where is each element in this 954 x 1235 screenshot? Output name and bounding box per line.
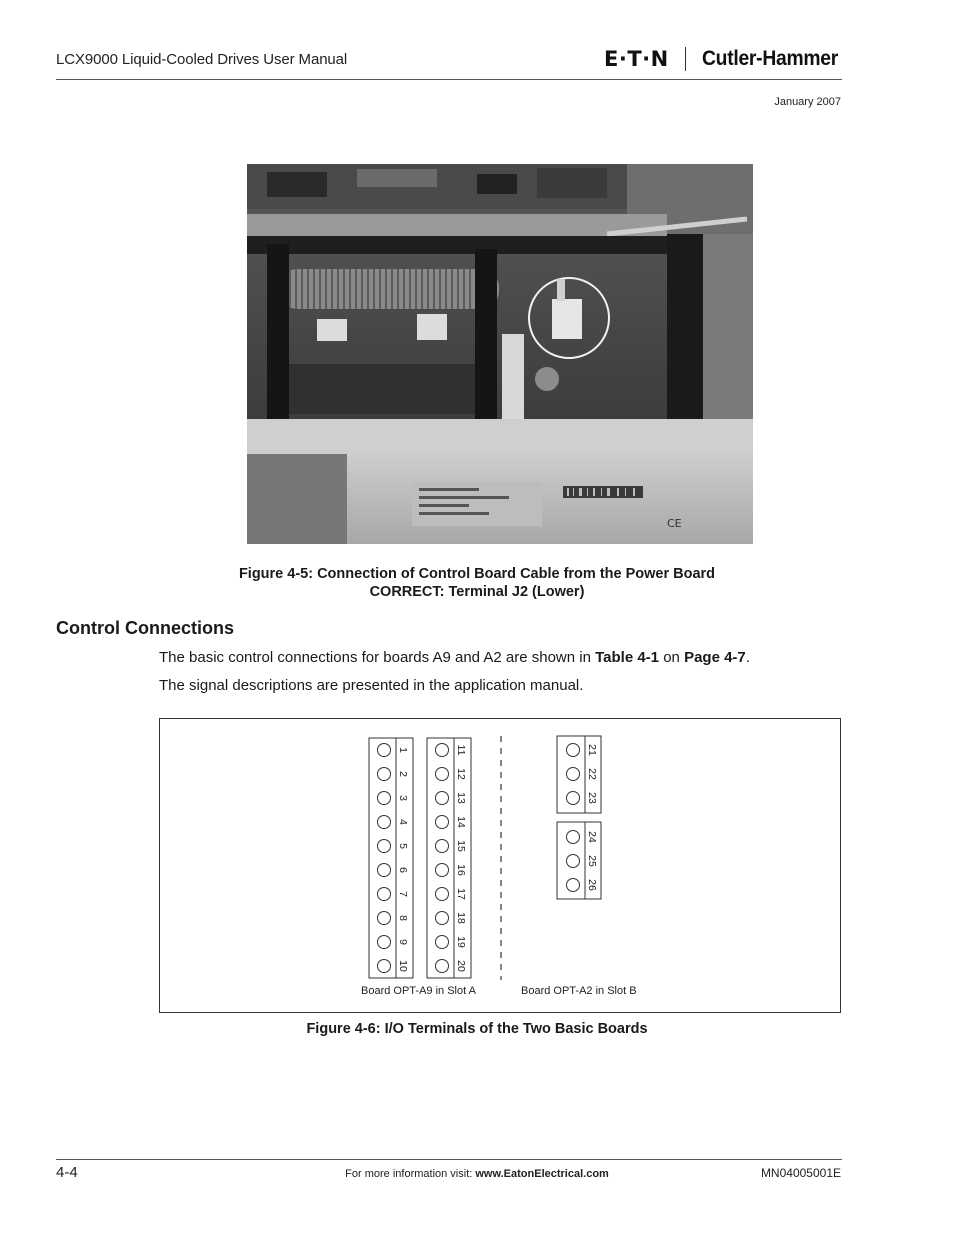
board-a2-label: Board OPT-A2 in Slot B — [521, 985, 637, 997]
terminal-diagram — [159, 718, 841, 1013]
terminal-11-label: 11 — [455, 744, 467, 756]
terminal-10-screw — [378, 960, 391, 973]
terminal-22-label: 22 — [586, 768, 598, 780]
terminal-26-screw — [567, 879, 580, 892]
document-number: MN04005001E — [760, 1166, 841, 1180]
para-text: The basic control connections for boards A9 and A2 are shown in — [159, 649, 596, 666]
terminal-4-label: 4 — [397, 819, 409, 825]
manual-title: LCX9000 Liquid-Cooled Drives User Manual — [56, 51, 348, 68]
power-board-photo — [247, 164, 753, 544]
terminal-15-label: 15 — [455, 840, 467, 852]
terminal-15-screw — [436, 840, 449, 853]
logo-divider — [685, 47, 686, 71]
terminal-1-screw — [378, 744, 391, 757]
board-a9-label: Board OPT-A9 in Slot A — [361, 985, 476, 997]
terminal-16-label: 16 — [455, 864, 467, 876]
terminal-6-screw — [378, 864, 391, 877]
svg-text:CE: CE — [667, 517, 682, 530]
terminal-12-label: 12 — [455, 768, 467, 780]
terminal-20-screw — [436, 960, 449, 973]
terminal-25-label: 25 — [586, 855, 598, 867]
footer-info-text: For more information visit: — [345, 1168, 476, 1180]
section-heading: Control Connections — [56, 618, 234, 638]
terminal-10-label: 10 — [397, 960, 409, 972]
terminal-14-label: 14 — [455, 816, 467, 828]
terminal-12-screw — [436, 768, 449, 781]
cutler-hammer-logo: Cutler-Hammer — [701, 47, 838, 70]
terminal-18-label: 18 — [455, 912, 467, 924]
terminal-21-label: 21 — [586, 744, 598, 756]
terminal-2-label: 2 — [397, 771, 409, 777]
table-reference-link[interactable]: Table 4-1 — [595, 649, 660, 666]
terminal-14-screw — [436, 816, 449, 829]
body-paragraph: The signal descriptions are presented in the application manual. — [159, 677, 584, 694]
terminal-13-screw — [436, 792, 449, 805]
eaton-logo: E·T·N — [604, 47, 669, 71]
terminal-7-label: 7 — [397, 891, 409, 897]
website-link[interactable]: www.EatonElectrical.com — [475, 1168, 609, 1180]
footer-rule — [56, 1159, 842, 1160]
terminal-9-label: 9 — [397, 939, 409, 945]
terminal-2-screw — [378, 768, 391, 781]
figure-caption: Figure 4-6: I/O Terminals of the Two Basic Boards — [306, 1021, 648, 1037]
figure-caption: Figure 4-5: Connection of Control Board Cable from the Power Board — [238, 566, 716, 582]
terminal-22-screw — [567, 768, 580, 781]
terminal-19-screw — [436, 936, 449, 949]
para-text: on — [659, 649, 685, 666]
terminal-11-screw — [436, 744, 449, 757]
terminal-19-label: 19 — [455, 936, 467, 948]
terminal-26-label: 26 — [586, 879, 598, 891]
terminal-23-label: 23 — [586, 792, 598, 804]
terminal-5-label: 5 — [397, 843, 409, 849]
terminal-8-label: 8 — [397, 915, 409, 921]
terminal-7-screw — [378, 888, 391, 901]
terminal-21-screw — [567, 744, 580, 757]
terminal-13-label: 13 — [455, 792, 467, 804]
terminal-5-screw — [378, 840, 391, 853]
terminal-18-screw — [436, 912, 449, 925]
terminal-3-label: 3 — [397, 795, 409, 801]
figure-caption-subline: CORRECT: Terminal J2 (Lower) — [369, 584, 585, 600]
terminal-23-screw — [567, 792, 580, 805]
terminal-17-screw — [436, 888, 449, 901]
publication-date: January 2007 — [774, 96, 841, 108]
page-reference-link[interactable]: Page 4-7 — [684, 649, 746, 666]
para-text: . — [745, 649, 750, 666]
body-paragraph — [159, 649, 750, 666]
terminal-16-screw — [436, 864, 449, 877]
page-number: 4-4 — [56, 1164, 78, 1181]
brand-logo — [604, 46, 850, 72]
terminal-25-screw — [567, 855, 580, 868]
terminal-24-screw — [567, 831, 580, 844]
terminal-8-screw — [378, 912, 391, 925]
terminal-17-label: 17 — [455, 888, 467, 900]
terminal-20-label: 20 — [455, 960, 467, 972]
terminal-4-screw — [378, 816, 391, 829]
terminal-1-label: 1 — [397, 747, 409, 753]
terminal-6-label: 6 — [397, 867, 409, 873]
terminal-3-screw — [378, 792, 391, 805]
terminal-24-label: 24 — [586, 831, 598, 843]
header-rule — [56, 79, 842, 80]
terminal-9-screw — [378, 936, 391, 949]
